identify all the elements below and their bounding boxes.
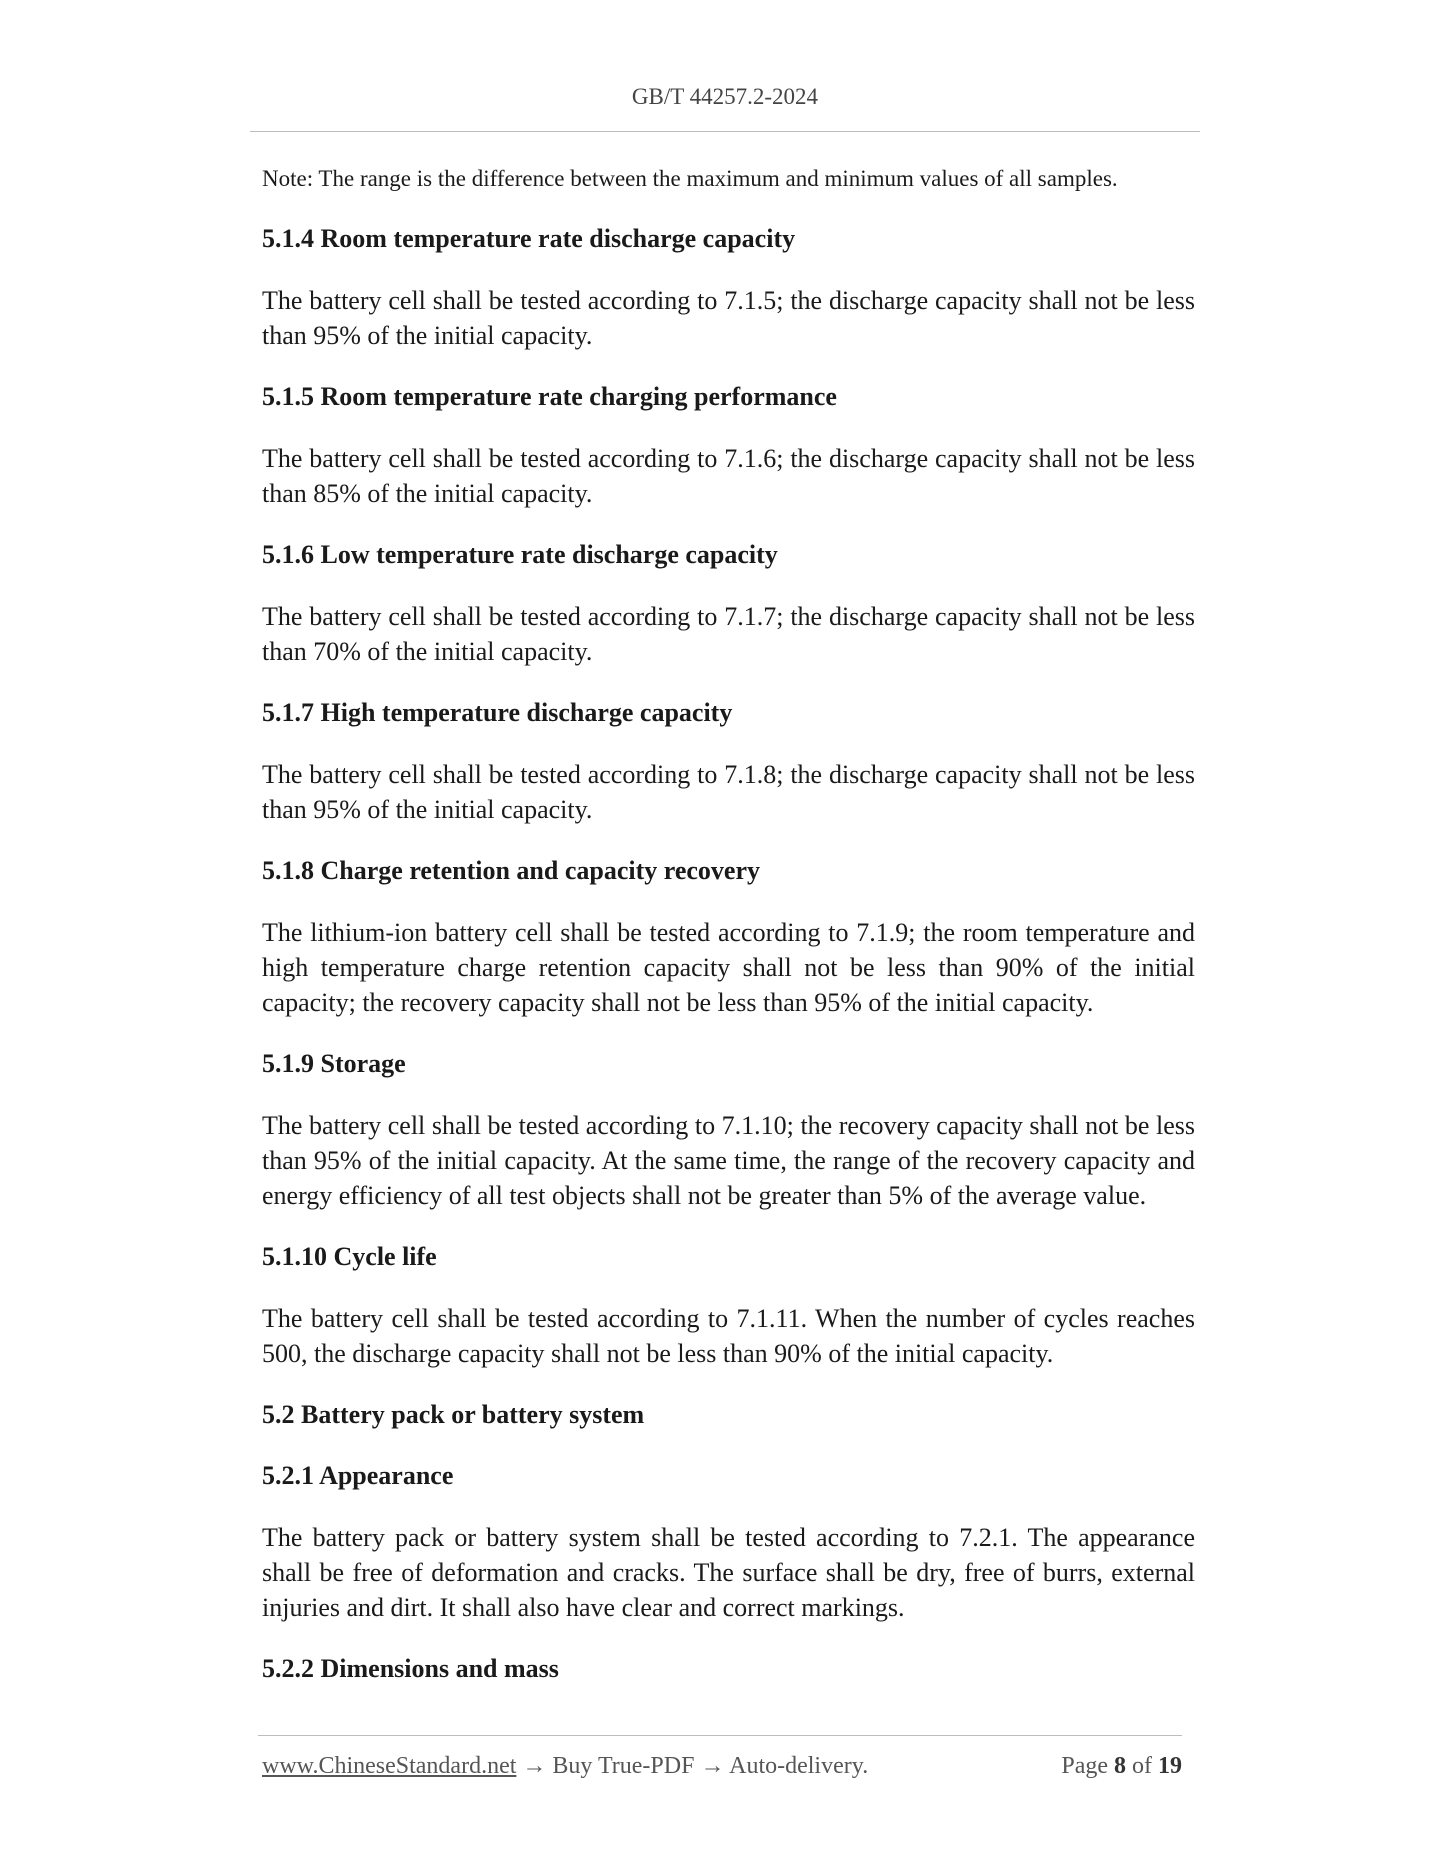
section-body: The battery cell shall be tested according to 7.1.11. When the number of cycles reaches 500, the discharge capacity shall not be less than 90% of the initial capacity. (262, 1304, 1195, 1368)
section-body: The battery cell shall be tested according to 7.1.7; the discharge capacity shall not be less than 70% of the initial capacity. (262, 602, 1195, 666)
section-body: The battery cell shall be tested according to 7.1.6; the discharge capacity shall not be less than 85% of the initial capacity. (262, 444, 1195, 508)
section-heading: 5.1.7 High temperature discharge capacity (262, 698, 733, 727)
header-divider (250, 131, 1200, 132)
section-heading: 5.1.5 Room temperature rate charging performance (262, 382, 837, 411)
website-link[interactable]: www.ChineseStandard.net (262, 1753, 517, 1779)
page-content (262, 164, 1195, 1713)
of-label: of (1132, 1753, 1152, 1779)
page-counter (1061, 1753, 1182, 1780)
footer-promo (262, 1753, 868, 1780)
section-body: The lithium-ion battery cell shall be tested according to 7.1.9; the room temperature and high temperature charge retention capacity shall not be less than 90% of the initial capacity; the recovery capacity shall not be less than 95% of the initial capacity. (262, 918, 1195, 1017)
section-heading: 5.1.4 Room temperature rate discharge capacity (262, 224, 796, 253)
range-note: Note: The range is the difference between the maximum and minimum values of all samples. (262, 166, 1118, 191)
footer-divider (258, 1735, 1182, 1736)
section-body: The battery cell shall be tested according to 7.1.5; the discharge capacity shall not be less than 95% of the initial capacity. (262, 286, 1195, 350)
section-body: The battery cell shall be tested according to 7.1.10; the recovery capacity shall not be less than 95% of the initial capacity. At the same time, the range of the recovery capacity and energy efficiency of all test objects shall not be greater than 5% of the average value. (262, 1111, 1195, 1210)
section-heading: 5.1.6 Low temperature rate discharge capacity (262, 540, 778, 569)
section-heading: 5.2.1 Appearance (262, 1461, 454, 1490)
page-footer (262, 1753, 1182, 1780)
current-page-number: 8 (1114, 1753, 1126, 1779)
page-label: Page (1061, 1753, 1108, 1779)
section-body: The battery pack or battery system shall be tested according to 7.2.1. The appearance shall be free of deformation and cracks. The surface shall be dry, free of burrs, external injuries and dirt. It shall also have clear and correct markings. (262, 1523, 1195, 1622)
section-heading: 5.1.10 Cycle life (262, 1242, 437, 1271)
total-pages-number: 19 (1158, 1753, 1182, 1779)
section-heading: 5.1.9 Storage (262, 1049, 406, 1078)
section-heading: 5.1.8 Charge retention and capacity recovery (262, 856, 760, 885)
document-id-header: GB/T 44257.2-2024 (631, 84, 819, 109)
section-heading: 5.2 Battery pack or battery system (262, 1400, 645, 1429)
section-heading: 5.2.2 Dimensions and mass (262, 1654, 559, 1683)
section-body: The battery cell shall be tested according to 7.1.8; the discharge capacity shall not be less than 95% of the initial capacity. (262, 760, 1195, 824)
footer-promo-text: → Buy True-PDF → Auto-delivery. (516, 1753, 869, 1779)
